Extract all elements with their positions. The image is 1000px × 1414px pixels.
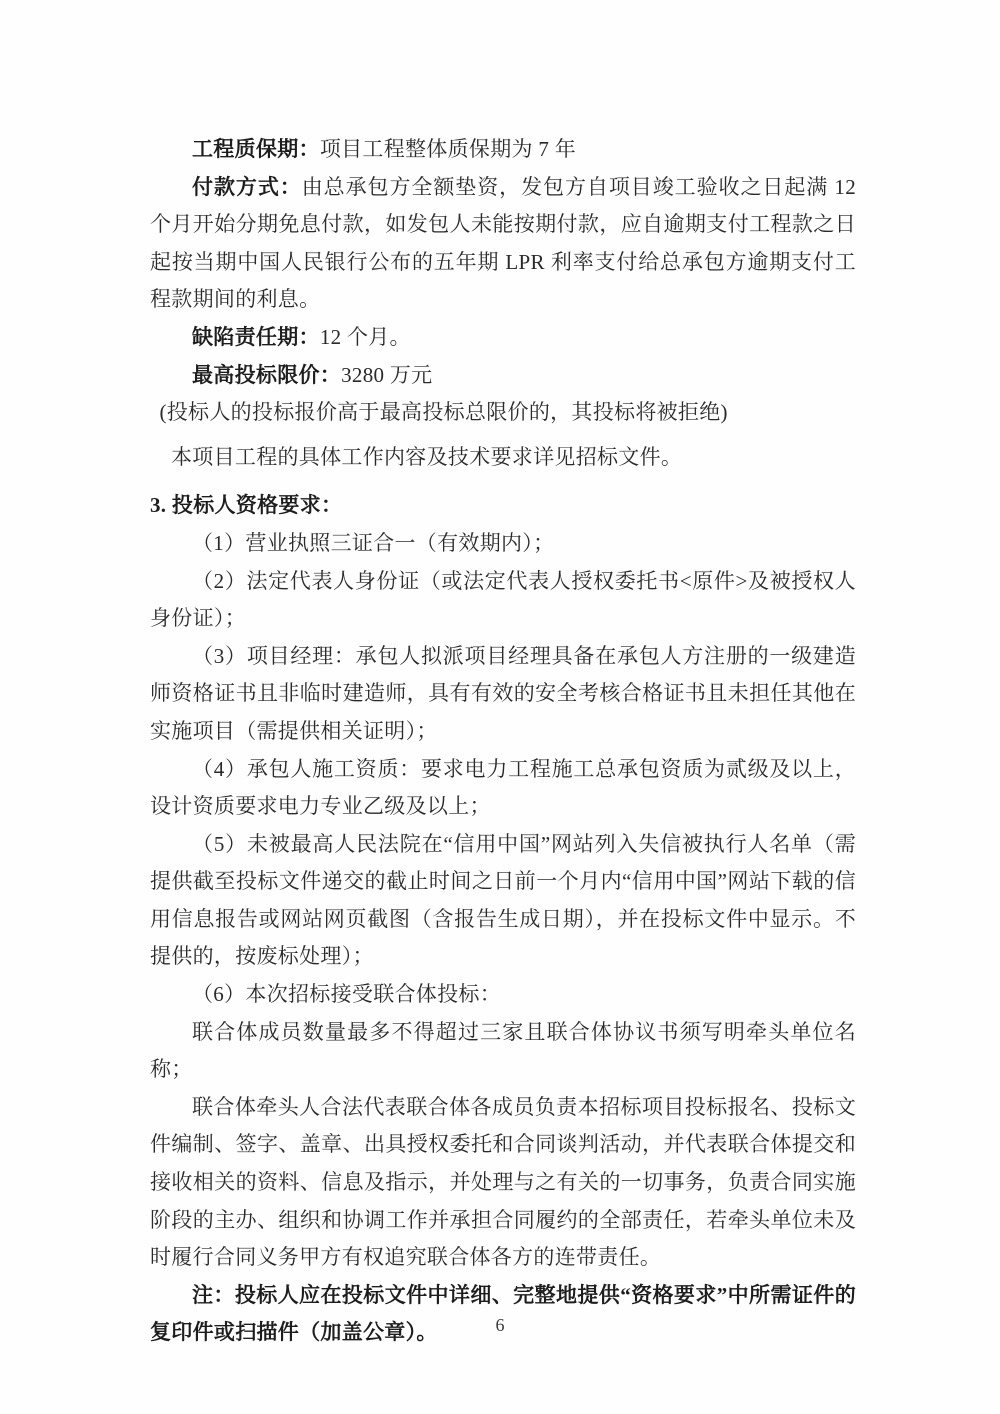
qualification-heading: 3. 投标人资格要求： [150, 493, 343, 518]
max-bid-price-text: 3280 万元 [341, 362, 433, 387]
payment-method-label: 付款方式： [192, 174, 302, 199]
max-bid-price-paragraph [150, 357, 856, 395]
payment-method-text: 由总承包方全额垫资，发包方自项目竣工验收之日起满 12 个月开始分期免息付款，如发包人未能按期付款，应自逾期支付工程款之日起按当期中国人民银行公布的五年期 LPR 利率支付给总承包方逾期支付工程款期间的利息。 [150, 174, 857, 312]
note-label: 注： [192, 1282, 235, 1307]
bid-rejection-note: (投标人的投标报价高于最高投标总限价的，其投标将被拒绝) [159, 400, 728, 425]
defect-liability-text: 12 个月。 [319, 324, 411, 349]
warranty-period-text: 项目工程整体质保期为 7 年 [319, 137, 577, 161]
page-body [150, 131, 856, 1352]
consortium-rule-paragraph-2: 联合体牵头人合法代表联合体各成员负责本招标项目投标报名、投标文件编制、签字、盖章、出具授权委托和合同谈判活动，并代表联合体提交和接收相关的资料、信息及指示，并处理与之有关的一切事务，负责合同实施阶段的主办、组织和协调工作并承担合同履约的全部责任，若牵头单位未及时履行合同义务甲方有权追究联合体各方的连带责任。 [150, 1094, 856, 1270]
qualification-item-1: （1）营业执照三证合一（有效期内）； [192, 530, 555, 555]
warranty-period-paragraph [150, 131, 856, 169]
warranty-period-label: 工程质保期： [192, 137, 320, 161]
consortium-rule-paragraph-1: 联合体成员数量最多不得超过三家且联合体协议书须写明牵头单位名称； [150, 1019, 856, 1082]
qualification-item-5: （5）未被最高人民法院在“信用中国”网站列入失信被执行人名单（需提供截至投标文件递交的截止时间之日前一个月内“信用中国”网站下载的信用信息报告或网站网页截图（含报告生成日期），并在投标文件中显示。不提供的，按废标处理）； [150, 831, 856, 969]
qualification-item-4: （4）承包人施工资质：要求电力工程施工总承包资质为贰级及以上，设计资质要求电力专业乙级及以上； [150, 756, 856, 819]
qualification-item-6: （6）本次招标接受联合体投标： [192, 982, 501, 1007]
qualification-item-2: （2）法定代表人身份证（或法定代表人授权委托书<原件>及被授权人身份证）； [150, 568, 856, 631]
defect-liability-label: 缺陷责任期： [192, 324, 320, 349]
payment-method-paragraph [150, 169, 856, 319]
note-text: 投标人应在投标文件中详细、完整地提供“资格要求”中所需证件的复印件或扫描件（加盖公章）。 [150, 1282, 856, 1345]
page-number: 6 [495, 1315, 505, 1335]
scope-note: 本项目工程的具体工作内容及技术要求详见招标文件。 [171, 444, 683, 469]
max-bid-price-label: 最高投标限价： [192, 362, 342, 387]
qualification-item-3: （3）项目经理：承包人拟派项目经理具备在承包人方注册的一级建造师资格证书且非临时建造师，具有有效的安全考核合格证书且未担任其他在实施项目（需提供相关证明）； [150, 643, 856, 743]
defect-liability-paragraph [150, 319, 856, 357]
